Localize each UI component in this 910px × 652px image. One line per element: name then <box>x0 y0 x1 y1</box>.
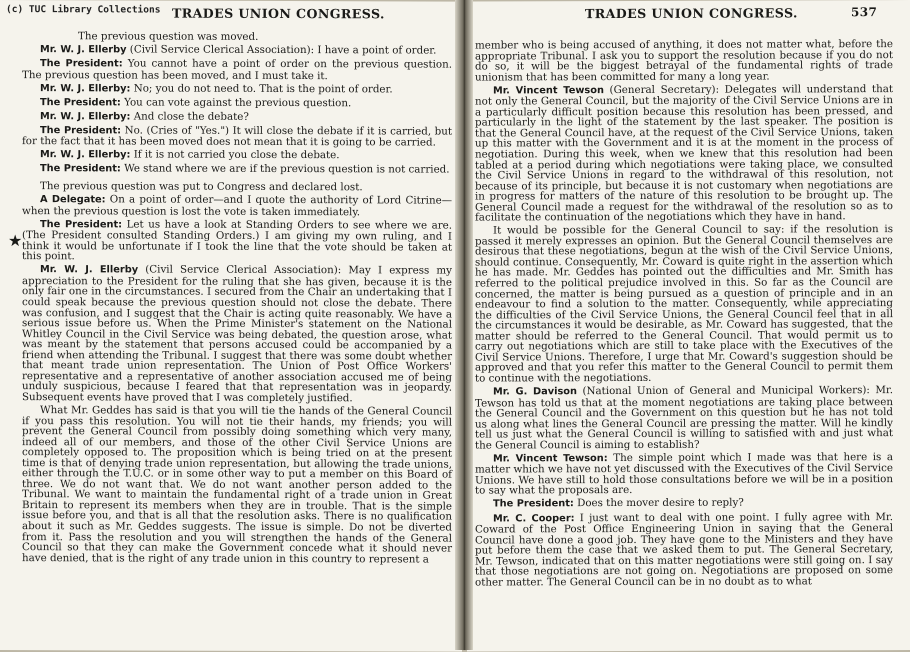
right-page <box>467 0 910 652</box>
right-running-header: TRADES UNION CONGRESS. <box>585 5 798 22</box>
speaker-name: Mr. Vincent Tewson <box>493 84 604 97</box>
paragraph: Mr. W. J. Ellerby: And close the debate? <box>40 110 249 123</box>
speaker-name: Mr. W. J. Ellerby: <box>40 149 131 161</box>
paragraph: The President: You can vote against the previous question. <box>40 96 352 109</box>
speaker-name: Mr. W. J. Ellerby: <box>40 82 131 95</box>
speaker-name: The President: <box>40 163 121 175</box>
speaker-name: Mr. C. Cooper: <box>493 512 575 524</box>
star-marker-icon: ★ <box>8 231 23 251</box>
speaker-name: The President: <box>40 218 123 231</box>
paragraph: The President: You cannot have a point of order on the previous question. The previous question has been moved, and I must take it. <box>22 57 452 82</box>
right-text-column <box>475 39 893 590</box>
speaker-name: Mr. W. J. Ellerby: <box>40 110 131 123</box>
speaker-name: Mr. Vincent Tewson: <box>493 452 608 465</box>
paragraph: member who is being accused of anything, it does not matter what, before the appropriate Tribunal. I ask you to support the resolution because if you do not do so, it will be the biggest betrayal of the fundamental rights of trade unionism that has been committed for many a long year. <box>475 38 893 84</box>
paragraph: Mr. W. J. Ellerby: If it is not carried you close the debate. <box>40 148 340 162</box>
paragraph: Mr. C. Cooper: I just want to deal with one point. I fully agree with Mr. Coward of the Post Office Engineering Union in saying that the General Council have done a good job. They have gone to the Ministers and they have put before them the case that we asked them to put. The General Secretary, Mr. Tewson, indicated that on this matter negotiations were still going on. I say that those negotiations are not going on. Negotiations are proposed on some other matter. The General Council can be in no doubt as to what <box>475 510 893 589</box>
speaker-name: The President: <box>493 498 574 510</box>
speaker-name: Mr. W. J. Ellerby <box>40 44 127 56</box>
speaker-name: The President: <box>40 58 123 70</box>
speaker-name: The President: <box>40 96 121 109</box>
copyright-watermark: (c) TUC Library Collections <box>6 4 161 16</box>
paragraph: The President: Let us have a look at Standing Orders to see where we are. (The President consulted Standing Orders.) I am giving my own ruling, and I think it would be unfortunate if I took the line that the vote should be taken at this point. <box>22 218 453 263</box>
paragraph: Mr. G. Davison (National Union of General and Municipal Workers): Mr. Tewson has told us that at the moment negotiations are taking place between the General Council and the Government on this question but he has not told us along what lines the General Council are pressing the matter. Will he kindly tell us just what the General Council is willing to satisfied with and just what the General Council is aiming to establish? <box>475 384 893 452</box>
paragraph: What Mr. Geddes has said is that you will tie the hands of the General Council if you pass this resolution. You will not tie their hands, my friends; you will prevent the General Council from possibly doing something which very many, indeed all of our members, and those of the other Civil Service Unions are completely opposed to. The proposition which is being tried on at the present time is that of denying trade union representation, but allowing the trade unions, either through the T.U.C. or in some other way to put a member on this Board of three. We do not want that. We do not want another person added to the Tribunal. We want to maintain the fundamental right of a trade union in Great Britain to represent its members when they are in trouble. That is the simple issue before you, and that is all that the resolution asks. There is no qualification about it such as Mr. Geddes suggests. The issue is simple. Do not be diverted from it. Pass the resolution and you will strengthen the hands of the General Council so that they can make the Government concede what it should never have denied, that is the right of any trade union in this country to represent a <box>22 404 452 566</box>
page-number: 537 <box>851 5 878 20</box>
speaker-name: Mr. G. Davison <box>493 386 577 398</box>
speaker-name: A Delegate: <box>40 194 106 206</box>
paragraph: The previous question was moved. <box>78 30 259 43</box>
paragraph: The President: We stand where we are if the previous question is not carried. <box>40 162 450 177</box>
speaker-name: Mr. W. J. Ellerby <box>40 264 139 276</box>
paragraph: The previous question was put to Congress and declared lost. <box>40 180 363 194</box>
paragraph: Mr. W. J. Ellerby: No; you do not need to. That is the point of order. <box>40 82 393 96</box>
paragraph: Mr. W. J. Ellerby (Civil Service Clerical Association): I have a point of order. <box>40 43 437 57</box>
paragraph: A Delegate: On a point of order—and I quote the authority of Lord Citrine—when the previous question is lost the vote is taken immediately. <box>22 193 452 218</box>
speaker-name: The President: <box>40 124 122 137</box>
left-running-header: TRADES UNION CONGRESS. <box>172 5 385 22</box>
paragraph: The President: Does the mover desire to reply? <box>493 497 744 510</box>
left-text-column <box>22 31 452 567</box>
paragraph: The President: No. (Cries of "Yes.") It will close the debate if it is carried, but for the fact that it has been moved does not mean that it is going to be carried. <box>22 124 452 149</box>
paragraph: Mr. Vincent Tewson (General Secretary): Delegates will understand that not only the General Council, but the majority of the Civil Service Unions are in a particularly difficult position because this resolution has been pressed, and particularly in the light of the statement by the last speaker. The position is that the General Council have, at the request of the Civil Service Unions, taken up this matter with the Government and it is at the moment in the process of negotiation. During this week, when we knew that this resolution had been tabled at a period during which negotiations were taking place, we consulted the Civil Service Unions in regard to the withdrawal of this resolution, not because of its principle, but because it is not customary when negotiations are in progress for matters of the nature of this resolution to be brought up. The General Council made a request for the withdrawal of the resolution so as to facilitate the continuation of the negotiations which they have in hand. <box>475 82 893 224</box>
book-gutter <box>455 0 473 650</box>
paragraph: Mr. W. J. Ellerby (Civil Service Clerical Association): May I express my appreciation to the President for the ruling that she has given, because it is the only fair one in the circumstances. I secured from the Chair an undertaking that I could speak because the previous question should not close the debate. There was confusion, and I suggest that the Chair is acting quite reasonably. We have a serious issue before us. When the Prime Minister's statement on the National Whitley Council in the Civil Service was being debated, the question arose, what was meant by the statement that persons accused could be accompanied by a friend when attending the Tribunal. I suggest that there was some doubt whether that meant trade union representation. The Union of Post Office Workers' representative and a representative of another association accused me of being unduly suspicious, because I feared that that representation was in jeopardy. Subsequent events have proved that I was completely justified. <box>22 263 452 405</box>
paragraph: Mr. Vincent Tewson: The simple point which I made was that here is a matter which we have not yet discussed with the Executives of the Civil Service Unions. We have still to hold those consultations before we will be in a position to say what the proposals are. <box>475 450 894 497</box>
paragraph: It would be possible for the General Council to say: if the resolution is passed it merely expresses an opinion. But the General Council themselves are desirous that these negotiations, begun at the wish of the Civil Service Unions, should continue. Consequently, Mr. Coward is quite right in the assertion which he has made. Mr. Geddes has pointed out the difficulties and Mr. Smith has referred to the political prejudice involved in this. So far as the Council are concerned, the matter is being pursued as a question of principle and in an endeavour to find a solution to the matter. Consequently, while appreciating the difficulties of the Civil Service Unions, the General Council feel that in all the circumstances it would be desirable, as Mr. Coward has suggested, that the matter should be referred to the General Council. That would permit us to carry out negotiations which are still to take place with the Executives of the Civil Service Unions. Therefore, I urge that Mr. Coward's suggestion should be approved and that you refer this matter to the General Council to permit them to continue with the negotiations. <box>475 223 893 385</box>
